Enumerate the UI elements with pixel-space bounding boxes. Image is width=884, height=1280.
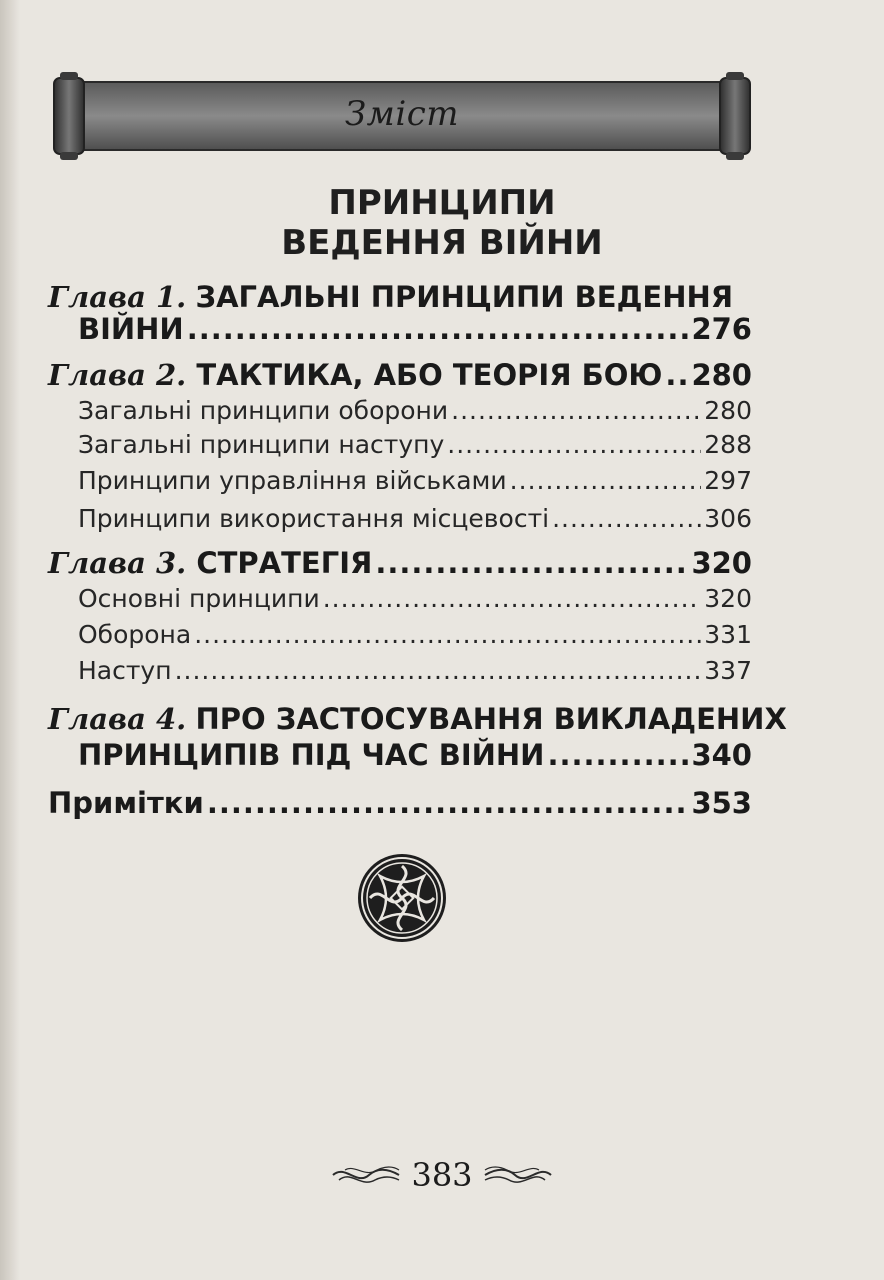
toc-chapter2-title: ТАКТИКА, АБО ТЕОРІЯ БОЮ [196,358,663,392]
page-footer [0,1150,884,1200]
dot-leader [194,620,701,649]
toc-item-title: Оборона [78,620,192,649]
celtic-knot-icon [356,852,448,948]
toc-item-page: 306 [704,504,752,533]
toc-chapter3-label: Глава 3. [48,546,187,580]
toc-chapter1-title-line1: ЗАГАЛЬНІ ПРИНЦИПИ ВЕДЕННЯ [195,280,734,314]
toc-item-page: 280 [704,396,752,425]
toc-notes-title: Примітки [48,786,204,820]
toc-chapter1-label: Глава 1. [48,280,187,314]
toc-notes-page: 353 [691,786,752,820]
dot-leader [375,546,688,580]
toc-chapter1-heading [48,280,733,314]
toc-item-title: Наступ [78,656,172,685]
dot-leader [323,584,702,613]
page-number: 383 [411,1156,473,1194]
dot-leader [665,358,688,392]
banner-title: Зміст [344,94,460,134]
toc-item-page: 331 [704,620,752,649]
toc-item-title: Загальні принципи наступу [78,430,445,459]
toc-item-title: Принципи використання місцевості [78,504,550,533]
toc-item-row[interactable] [78,396,752,425]
toc-chapter4-heading [48,702,787,736]
dot-leader [552,504,701,533]
toc-item-page: 288 [704,430,752,459]
dot-leader [451,396,701,425]
dot-leader [175,656,702,685]
toc-chapter4-title-line1: ПРО ЗАСТОСУВАННЯ ВИКЛАДЕНИХ [195,702,787,736]
toc-chapter2-row[interactable] [48,358,752,392]
dot-leader [207,786,689,820]
toc-chapter2-page: 280 [691,358,752,392]
dot-leader [187,312,689,346]
toc-item-row[interactable] [78,656,752,685]
toc-chapter4-page: 340 [691,738,752,772]
toc-item-title: Принципи управління військами [78,466,507,495]
toc-item-row[interactable] [78,584,752,613]
toc-item-row[interactable] [78,504,752,533]
toc-item-row[interactable] [78,620,752,649]
section-title-line2: ВЕДЕННЯ ВІЙНИ [281,223,603,263]
toc-item-page: 337 [704,656,752,685]
toc-item-row[interactable] [78,466,752,495]
toc-chapter3-page: 320 [691,546,752,580]
toc-item-page: 297 [704,466,752,495]
toc-chapter1-page: 276 [691,312,752,346]
toc-chapter3-row[interactable] [48,546,752,580]
swirl-flourish-icon [483,1160,553,1190]
dot-leader [447,430,701,459]
toc-chapter1-row[interactable] [78,312,752,346]
toc-chapter4-title-line2: ПРИНЦИПІВ ПІД ЧАС ВІЙНИ [78,738,545,772]
dot-leader [547,738,688,772]
toc-chapter4-label: Глава 4. [48,702,187,736]
toc-item-page: 320 [704,584,752,613]
toc-chapter1-title-line2: ВІЙНИ [78,312,184,346]
header-banner [48,72,756,160]
toc-item-title: Основні принципи [78,584,320,613]
toc-item-title: Загальні принципи оборони [78,396,449,425]
toc-chapter4-row[interactable] [78,738,752,772]
section-title-line1: ПРИНЦИПИ [328,183,556,223]
toc-chapter2-label: Глава 2. [48,358,187,392]
swirl-flourish-icon [331,1160,401,1190]
dot-leader [510,466,702,495]
toc-chapter3-title: СТРАТЕГІЯ [196,546,373,580]
toc-notes-row[interactable] [48,786,752,820]
toc-item-row[interactable] [78,430,752,459]
